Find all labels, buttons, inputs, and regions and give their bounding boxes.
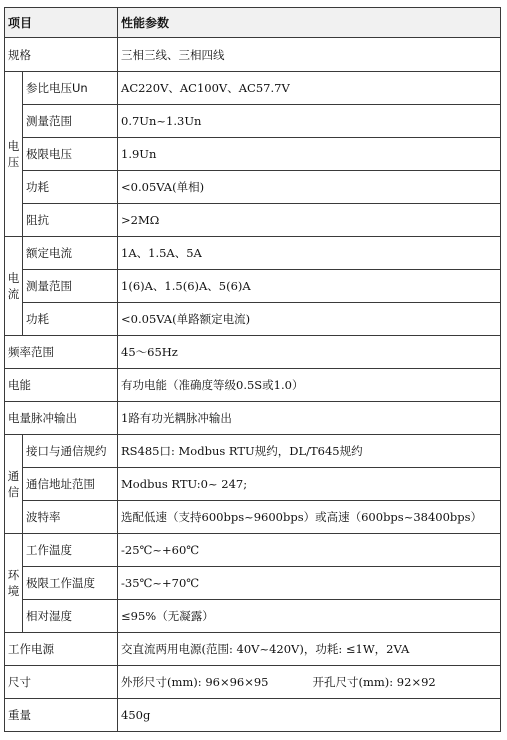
table-row (5, 435, 501, 468)
table-row (5, 270, 501, 303)
row-label: 波特率 (23, 501, 118, 534)
row-value: 450g (118, 699, 501, 732)
table-row (5, 666, 501, 699)
group-environment: 环 境 (5, 534, 23, 633)
table-row (5, 38, 501, 72)
group-communication: 通 信 (5, 435, 23, 534)
table-row (5, 501, 501, 534)
row-value: ≤95%（无凝露） (118, 600, 501, 633)
row-value: -35℃~+70℃ (118, 567, 501, 600)
row-label: 极限电压 (23, 138, 118, 171)
header-item: 项目 (5, 8, 118, 38)
row-label: 功耗 (23, 171, 118, 204)
row-label: 额定电流 (23, 237, 118, 270)
row-value: 选配低速（支持600bps~9600bps）或高速（600bps~38400bps） (118, 501, 501, 534)
row-value: AC220V、AC100V、AC57.7V (118, 72, 501, 105)
table-row (5, 534, 501, 567)
row-label: 测量范围 (23, 270, 118, 303)
row-value: -25℃~+60℃ (118, 534, 501, 567)
row-label: 测量范围 (23, 105, 118, 138)
row-label: 规格 (5, 38, 118, 72)
row-label: 通信地址范围 (23, 468, 118, 501)
row-label: 功耗 (23, 303, 118, 336)
row-value: 三相三线、三相四线 (118, 38, 501, 72)
group-current: 电 流 (5, 237, 23, 336)
row-value (118, 666, 501, 699)
table-row (5, 600, 501, 633)
table-row (5, 567, 501, 600)
table-row (5, 303, 501, 336)
row-label: 电能 (5, 369, 118, 402)
size-cutout: 开孔尺寸(mm): 92×92 (312, 675, 436, 689)
table-row (5, 369, 501, 402)
row-label: 阻抗 (23, 204, 118, 237)
table-row (5, 138, 501, 171)
table-row (5, 72, 501, 105)
table-row (5, 633, 501, 666)
table-row (5, 699, 501, 732)
table-row (5, 237, 501, 270)
row-value: 1(6)A、1.5(6)A、5(6)A (118, 270, 501, 303)
row-label: 工作温度 (23, 534, 118, 567)
row-value: RS485口: Modbus RTU规约，DL/T645规约 (118, 435, 501, 468)
table-row (5, 468, 501, 501)
group-voltage: 电 压 (5, 72, 23, 237)
row-value: 1A、1.5A、5A (118, 237, 501, 270)
row-label: 频率范围 (5, 336, 118, 369)
row-label: 工作电源 (5, 633, 118, 666)
row-label: 相对湿度 (23, 600, 118, 633)
row-label: 接口与通信规约 (23, 435, 118, 468)
row-value: 有功电能（准确度等级0.5S或1.0） (118, 369, 501, 402)
row-value: 45～65Hz (118, 336, 501, 369)
row-value: 0.7Un~1.3Un (118, 105, 501, 138)
row-value: Modbus RTU:0~ 247; (118, 468, 501, 501)
table-row (5, 204, 501, 237)
row-value: <0.05VA(单路额定电流) (118, 303, 501, 336)
row-label: 重量 (5, 699, 118, 732)
row-value: 交直流两用电源(范围: 40V~420V)，功耗: ≤1W，2VA (118, 633, 501, 666)
row-label: 参比电压Un (23, 72, 118, 105)
row-value: 1路有功光耦脉冲输出 (118, 402, 501, 435)
row-label: 极限工作温度 (23, 567, 118, 600)
row-label: 尺寸 (5, 666, 118, 699)
row-label: 电量脉冲输出 (5, 402, 118, 435)
table-row (5, 336, 501, 369)
header-row (5, 8, 501, 38)
row-value: 1.9Un (118, 138, 501, 171)
header-performance: 性能参数 (118, 8, 501, 38)
spec-table (4, 7, 501, 732)
row-value: <0.05VA(单相) (118, 171, 501, 204)
table-row (5, 105, 501, 138)
table-row (5, 402, 501, 435)
table-row (5, 171, 501, 204)
row-value: >2MΩ (118, 204, 501, 237)
size-outline: 外形尺寸(mm): 96×96×95 (121, 675, 269, 689)
